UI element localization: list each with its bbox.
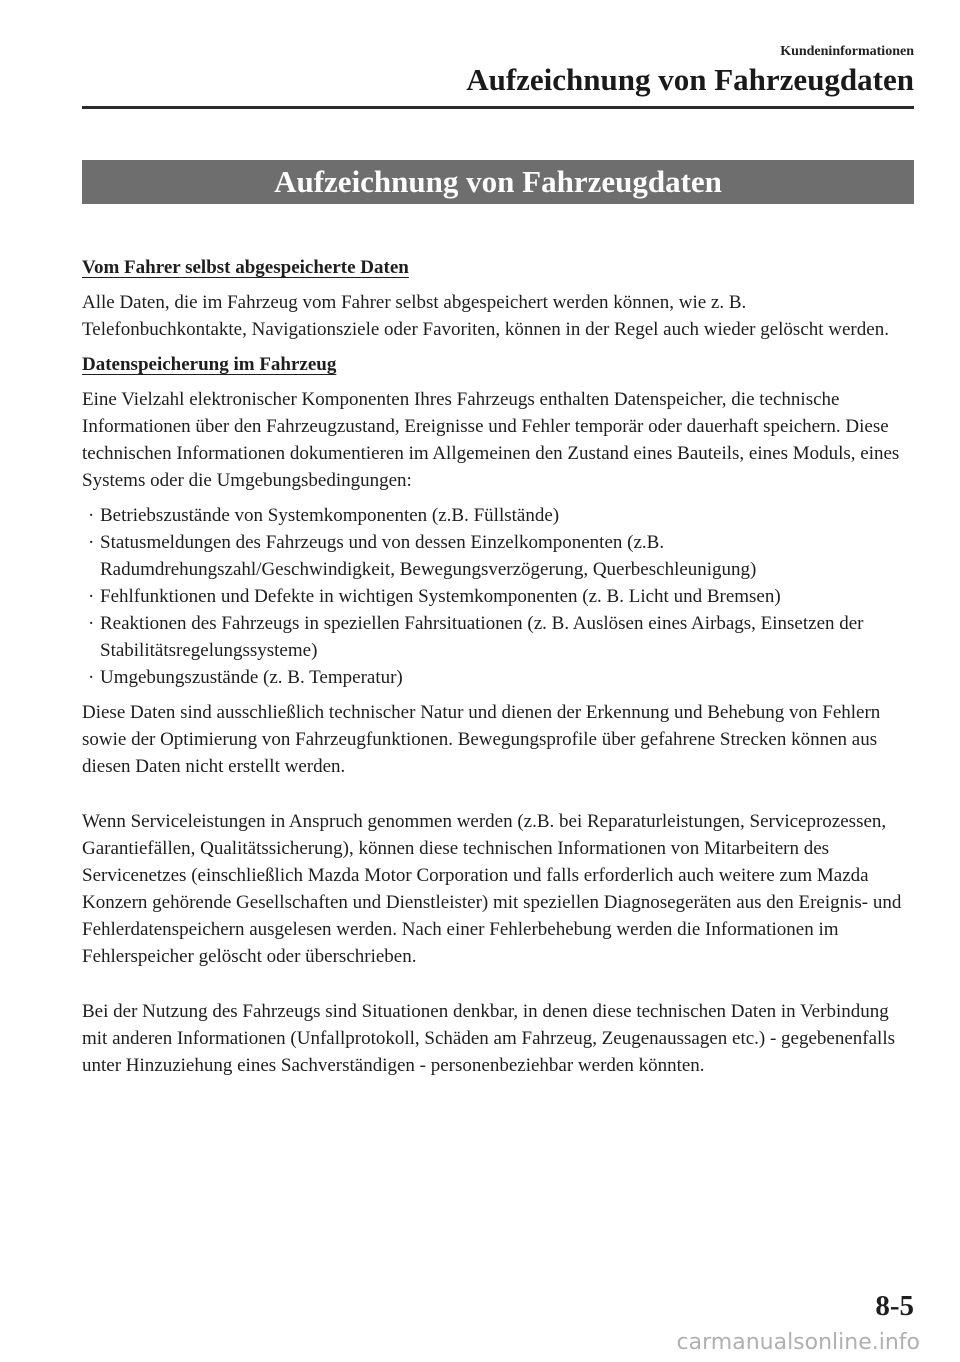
- list-item-text: Umgebungszustände (z. B. Temperatur): [100, 667, 403, 688]
- paragraph-service: Wenn Serviceleistungen in Anspruch genommen werden (z.B. bei Reparaturleistungen, Serviceprozessen, Garantiefällen, Qualitätssicherung), können diese technischen Informationen von Mitarbeitern des Servicenetzes (einschließlich Mazda Motor Corporation und falls erforderlich auch weitere zum Mazda Konzern gehörende Gesellschaften und Dienstleister) mit speziellen Diagnosegeräten aus den Ereignis- und Fehlerdatenspeichern ausgelesen werden. Nach einer Fehlerbehebung werden die Informationen im Fehlerspeicher gelöscht oder überschrieben.: [82, 811, 902, 967]
- paragraph-personal-data: Bei der Nutzung des Fahrzeugs sind Situationen denkbar, in denen diese technischen Daten in Verbindung mit anderen Informationen (Unfallprotokoll, Schäden am Fahrzeug, Zeugenaussagen etc.) - gegebenenfalls unter Hinzuziehung eines Sachverständigen - personenbeziehbar werden könnten.: [82, 1001, 896, 1076]
- header-title: Aufzeichnung von Fahrzeugdaten: [466, 62, 914, 97]
- list-item: [82, 502, 914, 529]
- list-item-text: Reaktionen des Fahrzeugs in speziellen Fahrsituationen (z. B. Auslösen eines Airbags, Einsetzen der Stabilitätsregelungssysteme): [100, 613, 864, 661]
- paragraph-data-storage: Eine Vielzahl elektronischer Komponenten Ihres Fahrzeugs enthalten Datenspeicher, die technische Informationen über den Fahrzeugzustand, Ereignisse und Fehler temporär oder dauerhaft speichern. Diese technischen Informationen dokumentieren im Allgemeinen den Zustand eines Bauteils, eines Moduls, eines Systems oder die Umgebungsbedingungen:: [82, 389, 900, 491]
- bullet-dot-icon: ·: [88, 586, 95, 607]
- bullet-dot-icon: ·: [88, 532, 95, 553]
- header-section-label: Kundeninformationen: [780, 44, 914, 59]
- page-number: 8-5: [875, 1290, 914, 1322]
- paragraph-driver-data: Alle Daten, die im Fahrzeug vom Fahrer selbst abgespeichert werden können, wie z. B. Telefonbuchkontakte, Navigationsziele oder Favoriten, können in der Regel auch wieder gelöscht werden.: [82, 292, 889, 340]
- section-banner: [82, 160, 914, 204]
- subheading-data-storage: Datenspeicherung im Fahrzeug: [82, 354, 337, 375]
- watermark: carmanualsonline.info: [676, 1330, 920, 1355]
- banner-title: Aufzeichnung von Fahrzeugdaten: [274, 164, 722, 199]
- list-item: [82, 529, 914, 583]
- header-rule: [82, 106, 914, 109]
- bullet-dot-icon: ·: [88, 505, 95, 526]
- list-item: [82, 664, 914, 691]
- list-item: [82, 610, 914, 664]
- list-item: [82, 583, 914, 610]
- bullet-dot-icon: ·: [88, 667, 95, 688]
- bullet-dot-icon: ·: [88, 613, 95, 634]
- list-item-text: Betriebszustände von Systemkomponenten (z.B. Füllstände): [100, 505, 560, 526]
- content: [82, 254, 914, 1087]
- paragraph-technical-nature: Diese Daten sind ausschließlich technischer Natur und dienen der Erkennung und Behebung von Fehlern sowie der Optimierung von Fahrzeugfunktionen. Bewegungsprofile über gefahrene Strecken können aus diesen Daten nicht erstellt werden.: [82, 702, 881, 777]
- subheading-driver-data: Vom Fahrer selbst abgespeicherte Daten: [82, 257, 409, 278]
- list-item-text: Fehlfunktionen und Defekte in wichtigen Systemkomponenten (z. B. Licht und Bremsen): [100, 586, 781, 607]
- list-item-text: Statusmeldungen des Fahrzeugs und von dessen Einzelkomponenten (z.B. Radumdrehungszahl/Geschwindigkeit, Bewegungsverzögerung, Querbeschleunigung): [100, 532, 757, 580]
- bullet-list: [82, 502, 914, 691]
